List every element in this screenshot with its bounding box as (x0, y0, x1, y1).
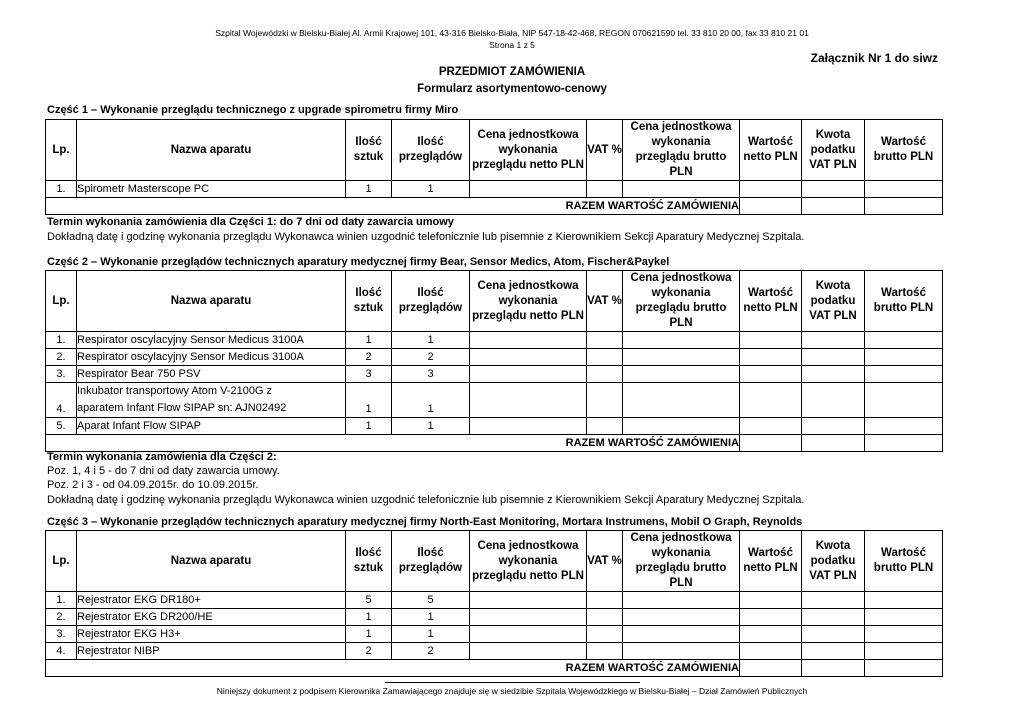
total-gross-cell[interactable] (865, 435, 943, 452)
total-label: RAZEM WARTOŚĆ ZAMÓWIENIA (46, 435, 740, 452)
col-gross-unit: Cena jednostkowa wykonania przeglądu brutto PLN (623, 120, 740, 181)
col-lp: Lp. (46, 271, 77, 332)
net-unit-cell[interactable] (470, 332, 587, 349)
col-vat-amount: Kwota podatku VAT PLN (802, 531, 865, 592)
col-net-unit: Cena jednostkowa wykonania przeglądu netto PLN (470, 120, 587, 181)
table-row (46, 418, 943, 435)
gross-unit-cell[interactable] (623, 643, 740, 660)
vat-amount-cell[interactable] (802, 366, 865, 383)
gross-unit-cell[interactable] (623, 181, 740, 198)
total-label: RAZEM WARTOŚĆ ZAMÓWIENIA (46, 660, 740, 677)
total-vat-cell[interactable] (802, 198, 865, 215)
gross-value-cell[interactable] (865, 332, 943, 349)
col-net-value: Wartość netto PLN (740, 120, 802, 181)
row-lp: 1. (46, 181, 77, 198)
row-reviews: 1 (392, 332, 470, 349)
row-lp: 5. (46, 418, 77, 435)
total-net-cell[interactable] (740, 198, 802, 215)
gross-value-cell[interactable] (865, 609, 943, 626)
col-vat: VAT % (587, 531, 623, 592)
gross-value-cell[interactable] (865, 418, 943, 435)
table-row (46, 332, 943, 349)
total-gross-cell[interactable] (865, 660, 943, 677)
col-gross-unit: Cena jednostkowa wykonania przeglądu brutto PLN (623, 531, 740, 592)
gross-unit-cell[interactable] (623, 349, 740, 366)
vat-cell[interactable] (587, 626, 623, 643)
col-reviews: Ilość przeglądów (392, 120, 470, 181)
row-name: Rejestrator EKG H3+ (77, 626, 346, 643)
total-gross-cell[interactable] (865, 198, 943, 215)
col-qty: Ilość sztuk (346, 271, 392, 332)
row-lp: 3. (46, 626, 77, 643)
row-reviews: 1 (392, 181, 470, 198)
col-vat: VAT % (587, 271, 623, 332)
net-value-cell[interactable] (740, 383, 802, 418)
vat-amount-cell[interactable] (802, 609, 865, 626)
page-number: Strona 1 z 5 (489, 40, 535, 50)
table-row (46, 181, 943, 198)
row-qty: 1 (346, 181, 392, 198)
vat-cell[interactable] (587, 383, 623, 418)
part2-note: Dokładną datę i godzinę wykonania przeglądu Wykonawca winien uzgodnić telefonicznie lub pisemnie z Kierownikiem Sekcji Aparatury Medycznej Szpitala. (47, 494, 805, 506)
col-net-value: Wartość netto PLN (740, 531, 802, 592)
gross-value-cell[interactable] (865, 349, 943, 366)
vat-cell[interactable] (587, 332, 623, 349)
net-unit-cell[interactable] (470, 592, 587, 609)
row-lp: 1. (46, 592, 77, 609)
gross-value-cell[interactable] (865, 626, 943, 643)
col-vat: VAT % (587, 120, 623, 181)
col-name: Nazwa aparatu (77, 271, 346, 332)
col-qty: Ilość sztuk (346, 531, 392, 592)
row-reviews: 3 (392, 366, 470, 383)
gross-value-cell[interactable] (865, 181, 943, 198)
row-name (77, 383, 346, 418)
table-header-row (46, 120, 943, 181)
table-row (46, 643, 943, 660)
col-name: Nazwa aparatu (77, 531, 346, 592)
row-name: Rejestrator EKG DR180+ (77, 592, 346, 609)
col-gross-value: Wartość brutto PLN (865, 120, 943, 181)
total-label: RAZEM WARTOŚĆ ZAMÓWIENIA (46, 198, 740, 215)
table-row (46, 366, 943, 383)
net-unit-cell[interactable] (470, 181, 587, 198)
row-qty: 2 (346, 643, 392, 660)
row-lp: 2. (46, 349, 77, 366)
vat-cell[interactable] (587, 349, 623, 366)
part1-title: Część 1 – Wykonanie przeglądu technicznego z upgrade spirometru firmy Miro (47, 104, 459, 116)
row-qty: 1 (346, 418, 392, 435)
row-name: Respirator oscylacyjny Sensor Medicus 3100A (77, 332, 346, 349)
vat-amount-cell[interactable] (802, 418, 865, 435)
total-net-cell[interactable] (740, 660, 802, 677)
col-qty: Ilość sztuk (346, 120, 392, 181)
row-name-line1: Inkubator transportowy Atom V-2100G z (77, 385, 273, 397)
row-qty: 1 (346, 626, 392, 643)
row-name: Respirator oscylacyjny Sensor Medicus 3100A (77, 349, 346, 366)
row-reviews: 1 (392, 626, 470, 643)
vat-amount-cell[interactable] (802, 332, 865, 349)
vat-cell[interactable] (587, 181, 623, 198)
part1-table (45, 119, 943, 215)
col-net-value: Wartość netto PLN (740, 271, 802, 332)
vat-cell[interactable] (587, 609, 623, 626)
row-lp: 4. (46, 383, 77, 418)
col-gross-unit: Cena jednostkowa wykonania przeglądu brutto PLN (623, 271, 740, 332)
total-net-cell[interactable] (740, 435, 802, 452)
gross-value-cell[interactable] (865, 383, 943, 418)
net-unit-cell[interactable] (470, 349, 587, 366)
table-header-row (46, 531, 943, 592)
vat-cell[interactable] (587, 366, 623, 383)
net-value-cell[interactable] (740, 592, 802, 609)
row-qty: 1 (346, 332, 392, 349)
col-vat-amount: Kwota podatku VAT PLN (802, 271, 865, 332)
row-name: Rejestrator EKG DR200/HE (77, 609, 346, 626)
row-reviews: 2 (392, 643, 470, 660)
table-row (46, 349, 943, 366)
attachment-label: Załącznik Nr 1 do siwz (810, 51, 938, 65)
gross-unit-cell[interactable] (623, 626, 740, 643)
part2-title: Część 2 – Wykonanie przeglądów technicznych aparatury medycznej firmy Bear, Sensor Medics, Atom, Fischer&Paykel (47, 256, 670, 268)
vat-amount-cell[interactable] (802, 592, 865, 609)
net-unit-cell[interactable] (470, 418, 587, 435)
vat-amount-cell[interactable] (802, 626, 865, 643)
gross-unit-cell[interactable] (623, 418, 740, 435)
gross-value-cell[interactable] (865, 366, 943, 383)
row-name: Spirometr Masterscope PC (77, 181, 346, 198)
part2-table (45, 270, 943, 452)
row-reviews: 1 (392, 383, 470, 418)
net-unit-cell[interactable] (470, 643, 587, 660)
gross-unit-cell[interactable] (623, 332, 740, 349)
net-value-cell[interactable] (740, 181, 802, 198)
net-value-cell[interactable] (740, 349, 802, 366)
total-row (46, 435, 943, 452)
row-lp: 4. (46, 643, 77, 660)
row-qty: 2 (346, 349, 392, 366)
row-reviews: 1 (392, 418, 470, 435)
row-name-line2: aparatem Infant Flow SIPAP sn: AJN02492 (77, 402, 287, 414)
vat-cell[interactable] (587, 643, 623, 660)
part1-note: Dokładną datę i godzinę wykonania przeglądu Wykonawca winien uzgodnić telefonicznie lub pisemnie z Kierownikiem Sekcji Aparatury Medycznej Szpitala. (47, 231, 805, 243)
total-vat-cell[interactable] (802, 435, 865, 452)
footer-divider (385, 682, 640, 683)
table-row (46, 626, 943, 643)
vat-amount-cell[interactable] (802, 349, 865, 366)
vat-cell[interactable] (587, 592, 623, 609)
row-lp: 3. (46, 366, 77, 383)
row-name: Rejestrator NIBP (77, 643, 346, 660)
col-gross-value: Wartość brutto PLN (865, 271, 943, 332)
net-value-cell[interactable] (740, 418, 802, 435)
vat-amount-cell[interactable] (802, 181, 865, 198)
table-header-row (46, 271, 943, 332)
document-title: PRZEDMIOT ZAMÓWIENIA (438, 66, 586, 78)
total-row (46, 660, 943, 677)
table-row (46, 383, 943, 418)
net-value-cell[interactable] (740, 366, 802, 383)
net-unit-cell[interactable] (470, 626, 587, 643)
table-row (46, 592, 943, 609)
col-reviews: Ilość przeglądów (392, 271, 470, 332)
gross-unit-cell[interactable] (623, 592, 740, 609)
part3-table (45, 530, 943, 677)
row-name: Respirator Bear 750 PSV (77, 366, 346, 383)
part2-term-line1: Poz. 1, 4 i 5 - do 7 dni od daty zawarcia umowy. (47, 465, 280, 477)
gross-value-cell[interactable] (865, 643, 943, 660)
row-qty: 1 (346, 383, 392, 418)
net-value-cell[interactable] (740, 609, 802, 626)
row-lp: 2. (46, 609, 77, 626)
part3-title: Część 3 – Wykonanie przeglądów technicznych aparatury medycznej firmy North-East Monitoring, Mortara Instrumens, Mobil O Graph, Reynolds (47, 516, 803, 528)
net-value-cell[interactable] (740, 332, 802, 349)
row-lp: 1. (46, 332, 77, 349)
net-value-cell[interactable] (740, 626, 802, 643)
vat-amount-cell[interactable] (802, 643, 865, 660)
vat-cell[interactable] (587, 418, 623, 435)
row-reviews: 5 (392, 592, 470, 609)
col-lp: Lp. (46, 531, 77, 592)
net-unit-cell[interactable] (470, 383, 587, 418)
row-reviews: 2 (392, 349, 470, 366)
vat-amount-cell[interactable] (802, 383, 865, 418)
gross-unit-cell[interactable] (623, 366, 740, 383)
part1-term: Termin wykonania zamówienia dla Części 1: do 7 dni od daty zawarcia umowy (47, 216, 454, 228)
row-reviews: 1 (392, 609, 470, 626)
net-unit-cell[interactable] (470, 366, 587, 383)
col-reviews: Ilość przeglądów (392, 531, 470, 592)
hospital-header: Szpital Wojewódzki w Bielsku-Białej Al. Armii Krajowej 101, 43-316 Bielsko-Biała, NIP 547-18-42-468, REGON 070621590 tel. 33 810 20 00, fax 33 810 21 01 (215, 28, 809, 38)
row-name: Aparat Infant Flow SIPAP (77, 418, 346, 435)
page-footer: Niniejszy dokument z podpisem Kierownika Zamawiającego znajduje się w siedzibie Szpitala Wojewódzkiego w Bielsku-Białej – Dział Zamówień Publicznych (216, 686, 808, 696)
gross-value-cell[interactable] (865, 592, 943, 609)
table-row (46, 609, 943, 626)
col-net-unit: Cena jednostkowa wykonania przeglądu netto PLN (470, 271, 587, 332)
col-name: Nazwa aparatu (77, 120, 346, 181)
row-qty: 5 (346, 592, 392, 609)
part2-term: Termin wykonania zamówienia dla Części 2: (47, 451, 277, 463)
col-net-unit: Cena jednostkowa wykonania przeglądu netto PLN (470, 531, 587, 592)
net-value-cell[interactable] (740, 643, 802, 660)
col-vat-amount: Kwota podatku VAT PLN (802, 120, 865, 181)
total-row (46, 198, 943, 215)
col-gross-value: Wartość brutto PLN (865, 531, 943, 592)
row-qty: 1 (346, 609, 392, 626)
net-unit-cell[interactable] (470, 609, 587, 626)
gross-unit-cell[interactable] (623, 383, 740, 418)
document-subtitle: Formularz asortymentowo-cenowy (417, 83, 607, 95)
part2-term-line2: Poz. 2 i 3 - od 04.09.2015r. do 10.09.2015r. (47, 479, 259, 491)
row-qty: 3 (346, 366, 392, 383)
gross-unit-cell[interactable] (623, 609, 740, 626)
total-vat-cell[interactable] (802, 660, 865, 677)
col-lp: Lp. (46, 120, 77, 181)
